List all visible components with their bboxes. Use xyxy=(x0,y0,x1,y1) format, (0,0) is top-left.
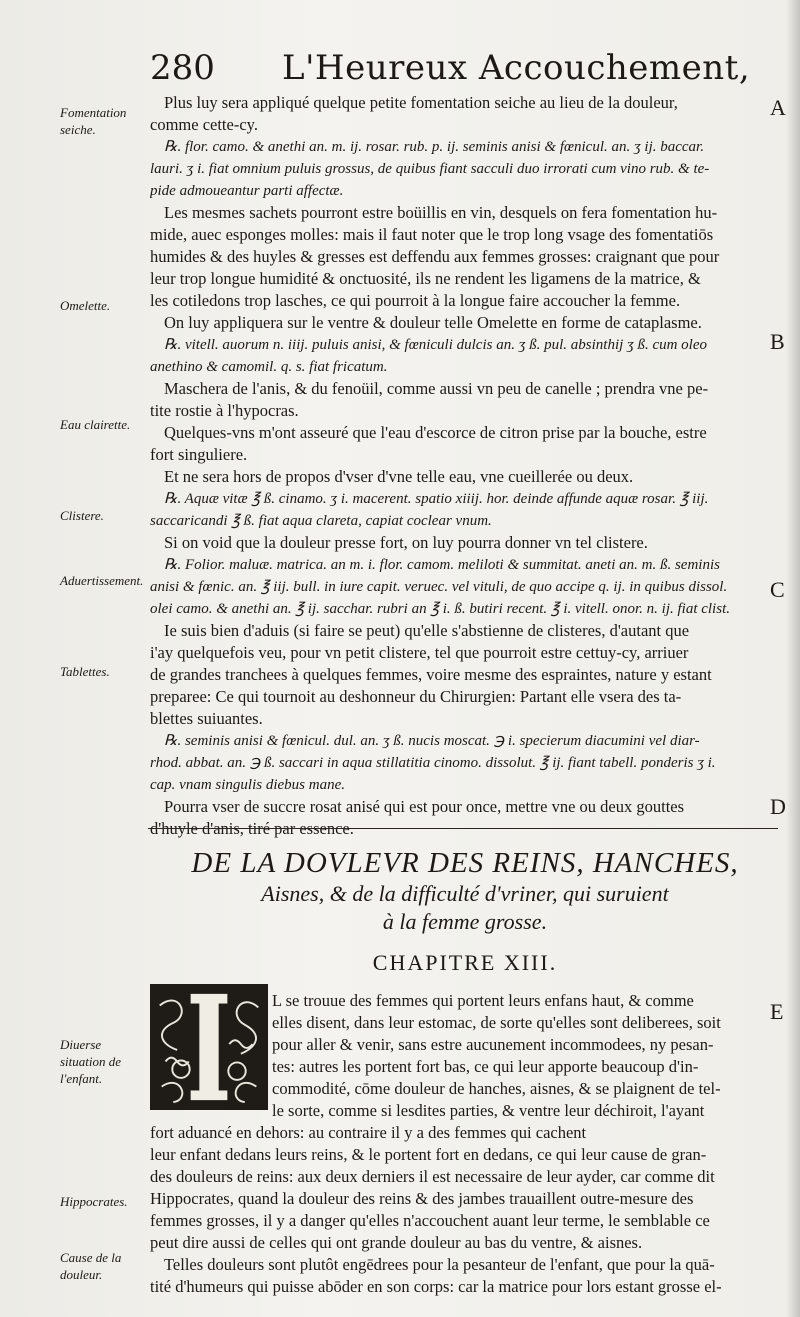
margin-note-omelette: Omelette. xyxy=(60,298,111,313)
text-line: comme cette-cy. xyxy=(150,115,258,134)
chapter-label: CHAPITRE XIII. xyxy=(372,950,558,975)
side-letter-b: B xyxy=(770,329,785,354)
text-line: pour aller & venir, sans estre aucunement incommodees, ny pesan- xyxy=(272,1035,714,1054)
recipe-line: ℞. vitell. auorum n. iiij. puluis anisi, & fœniculi dulcis an. ʒ ß. pul. absinthij ʒ ß. cum oleo xyxy=(164,337,708,353)
text-line: fort singuliere. xyxy=(150,445,248,464)
text-line: blettes suiuantes. xyxy=(150,709,263,728)
recipe-line: cap. vnam singulis diebus mane. xyxy=(150,777,345,793)
ornament-initial-icon xyxy=(152,986,266,1108)
text-line: L se trouue des femmes qui portent leurs enfans haut, & comme xyxy=(272,991,694,1010)
recipe-line: ℞. seminis anisi & fœnicul. dul. an. ʒ ß. nucis moscat. ℈ i. specierum diacumini vel diar- xyxy=(164,733,700,749)
text-line: i'ay quelquefois veu, pour vn petit clistere, tel que pourroit estre cettuy-cy, arriuer xyxy=(150,643,689,662)
text-line: leur trop longue humidité & onctuosité, ils ne rendent les ligamens de la matrice, & xyxy=(150,269,701,288)
margin-note-eau-clairette: Eau clairette. xyxy=(60,417,131,432)
recipe-line: rhod. abbat. an. ℈ ß. saccari in aqua stillatitia cinomo. dissolut. ℥ ij. fiant tabell. ponderis ʒ i. xyxy=(150,755,716,771)
page-header xyxy=(150,48,790,96)
text-line: On luy appliquera sur le ventre & douleur telle Omelette en forme de cataplasme. xyxy=(164,313,702,332)
side-letter-d: D xyxy=(770,794,786,819)
recipe-line: anethino & camomil. q. s. fiat fricatum. xyxy=(150,359,388,375)
side-letter-c: C xyxy=(770,577,785,602)
text-line: tite rostie à l'hypocras. xyxy=(150,401,299,420)
side-letter-e: E xyxy=(770,999,784,1024)
text-line: tité d'humeurs qui puisse abōder en son corps: car la matrice pour lors estant grosse el- xyxy=(150,1277,722,1296)
page-number: 280 xyxy=(150,48,215,88)
text-line: le sorte, comme si lesdites parties, & ventre leur déchiroit, l'ayant xyxy=(272,1101,705,1120)
text-line: Ie suis bien d'aduis (si faire se peut) qu'elle s'abstienne de clisteres, d'autant que xyxy=(164,621,690,640)
recipe-line: lauri. ʒ i. fiat omnium puluis grossus, de quibus fiant sacculi duo irrorati cum vino rub. & te- xyxy=(150,161,710,177)
margin-note-situation: Diuerse situation de l'enfant. xyxy=(60,1037,122,1086)
recipe-line: pide admoueantur parti affectæ. xyxy=(150,183,344,199)
text-line: Hippocrates, quand la douleur des reins & des jambes trauaillent outre-mesure des xyxy=(150,1189,694,1208)
chapter-title-line: DE LA DOVLEVR DES REINS, HANCHES, xyxy=(191,847,739,879)
recipe-line: olei camo. & anethi an. ℥ ij. sacchar. rubri an ℥ i. ß. butiri recent. ℥ i. vitell. onor. n. ij. fiat clist. xyxy=(150,601,730,617)
chapter-title xyxy=(150,846,780,936)
margin-note-cause: Cause de la douleur. xyxy=(60,1250,122,1282)
text-line: Si on void que la douleur presse fort, on luy pourra donner vn tel clistere. xyxy=(164,533,648,552)
margin-note-fomentation: Fomentation seiche. xyxy=(60,105,127,137)
text-line: elles disent, dans leur estomac, de sorte qu'elles sont deliberees, soit xyxy=(272,1013,721,1032)
recipe-line: saccaricandi ℥ ß. fiat aqua clareta, capiat coclear vnum. xyxy=(150,513,492,529)
decorated-initial-letter xyxy=(150,984,268,1110)
text-line: Maschera de l'anis, & du fenoüil, comme aussi vn peu de canelle ; prendra vne pe- xyxy=(164,379,709,398)
text-line: femmes grosses, il y a danger qu'elles n'accouchent auant leur terme, le semblable ce xyxy=(150,1211,710,1230)
text-line: fort aduancé en dehors: au contraire il y a des femmes qui cachent xyxy=(150,1123,587,1142)
side-letter-a: A xyxy=(770,95,786,120)
margin-note-hippocrates: Hippocrates. xyxy=(60,1194,128,1209)
running-head: L'Heureux Accouchement, xyxy=(282,48,751,88)
chapter-subtitle-line: Aisnes, & de la difficulté d'vriner, qui suruient xyxy=(261,881,669,906)
text-line: humides & des huyles & gresses est deffendu aux femmes grosses: craignant que pour xyxy=(150,247,720,266)
text-line: d'huyle d'anis, tiré par essence. xyxy=(150,819,354,838)
upper-text-block xyxy=(150,92,780,840)
section-divider xyxy=(148,828,778,829)
recipe-line: ℞. Aquæ vitæ ℥ ß. cinamo. ʒ i. macerent. spatio xiiij. hor. deinde affunde aquæ rosar. ℥ iij. xyxy=(164,491,709,507)
recipe-line: ℞. flor. camo. & anethi an. m. ij. rosar. rub. p. ij. seminis anisi & fœnicul. an. ʒ ij. baccar. xyxy=(164,139,704,155)
text-line: des douleurs de reins: aux deux derniers il est necessaire de leur ayder, car comme dit xyxy=(150,1167,715,1186)
text-line: Et ne sera hors de propos d'vser d'vne telle eau, vne cueillerée ou deux. xyxy=(164,467,634,486)
margin-note-tablettes: Tablettes. xyxy=(60,664,110,679)
text-line: Quelques-vns m'ont asseuré que l'eau d'escorce de citron prise par la bouche, estre xyxy=(164,423,707,442)
chapter-text-indented xyxy=(272,990,782,1122)
recipe-line: ℞. Folior. maluæ. matrica. an m. i. flor. camom. meliloti & summitat. aneti an. m. ß. seminis xyxy=(164,557,720,573)
margin-note-aduertissement: Aduertissement. xyxy=(60,573,144,588)
text-line: mide, auec esponges molles: mais il faut noter que le trop long vsage des fomentatiōs xyxy=(150,225,714,244)
chapter-subtitle-line: à la femme grosse. xyxy=(382,909,548,934)
text-line: les cotiledons trop lasches, ce qui pourroit à la longue faire accoucher la femme. xyxy=(150,291,681,310)
text-line: Plus luy sera appliqué quelque petite fomentation seiche au lieu de la douleur, xyxy=(164,93,678,112)
text-line: commodité, cōme douleur de hanches, aisnes, & se plaignent de tel- xyxy=(272,1079,721,1098)
text-line: peut dire aussi de celles qui ont grande douleur au bas du ventre, & aisnes. xyxy=(150,1233,643,1252)
recipe-line: anisi & fœnic. an. ℥ iij. bull. in iure capit. veruec. vel vituli, de quo accipe q. ij. in quibus dissol. xyxy=(150,579,728,595)
chapter-text-full xyxy=(150,1122,780,1298)
text-line: Telles douleurs sont plutôt engēdrees pour la pesanteur de l'enfant, que pour la quā- xyxy=(164,1255,715,1274)
text-line: tes: autres les portent fort bas, ce qui leur apporte beaucoup d'in- xyxy=(272,1057,699,1076)
text-line: Pourra vser de succre rosat anisé qui est pour once, mettre vne ou deux gouttes xyxy=(164,797,685,816)
text-line: leur enfant dedans leurs reins, & le portent fort en dedans, ce qui leur cause de gran- xyxy=(150,1145,707,1164)
text-line: de grandes tranchees à quelques femmes, voire mesme des espraintes, nature y estant xyxy=(150,665,712,684)
margin-note-clistere: Clistere. xyxy=(60,508,104,523)
text-line: preparee: Ce qui tournoit au deshonneur du Chirurgien: Partant elle vsera des ta- xyxy=(150,687,682,706)
text-line: Les mesmes sachets pourront estre boüillis en vin, desquels on fera fomentation hu- xyxy=(164,203,718,222)
